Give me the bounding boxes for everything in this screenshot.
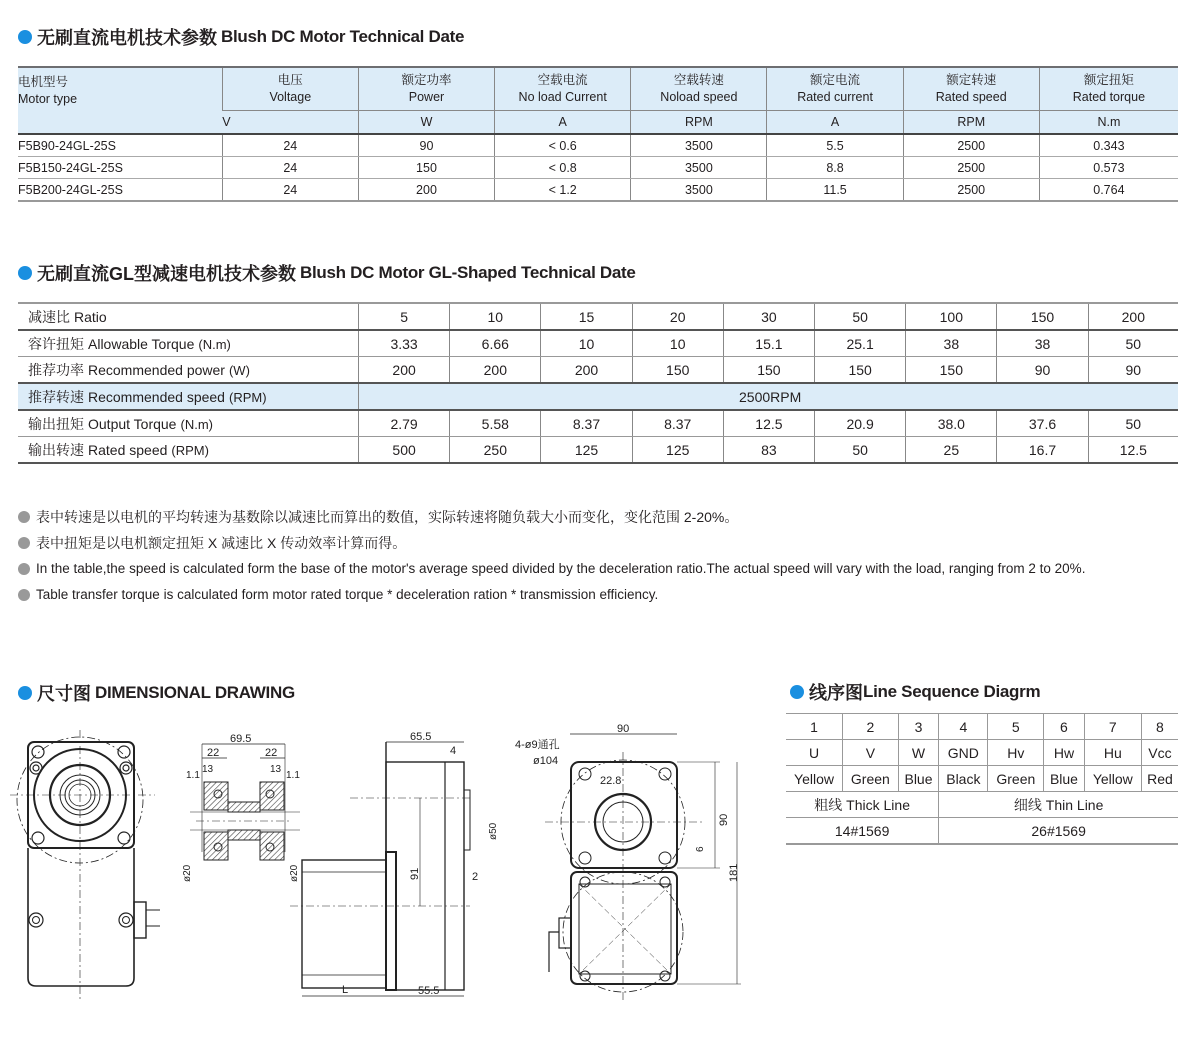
table-row (18, 179, 1178, 202)
table-row (18, 303, 1178, 330)
pin-cell: 3 (898, 714, 939, 740)
signal-cell: GND (939, 740, 988, 766)
value-cell: < 1.2 (495, 179, 631, 202)
signal-cell: Vcc (1141, 740, 1178, 766)
table-row (18, 383, 1178, 410)
value-cell: 200 (1088, 303, 1178, 330)
table-row (786, 740, 1178, 766)
pin-cell: 6 (1044, 714, 1085, 740)
column-header (358, 67, 494, 111)
value-cell: 150 (358, 157, 494, 179)
header-en: No load Current (518, 90, 607, 104)
motor-flange (386, 852, 396, 990)
rear-view-drawing (505, 722, 755, 1007)
value-cell: < 0.6 (495, 134, 631, 157)
dim-left-13: 13 (202, 764, 214, 775)
value-cell: 0.764 (1039, 179, 1178, 202)
value-cell: 3500 (631, 179, 767, 202)
value-cell: 15.1 (723, 330, 814, 357)
value-cell: 3.33 (359, 330, 450, 357)
value-cell: 25 (906, 437, 997, 464)
value-cell: 200 (450, 357, 541, 384)
dim-22-8: 22.8 (600, 775, 622, 787)
table-row (786, 766, 1178, 792)
wire-color-cell: Green (843, 766, 899, 792)
dim-left-22: 22 (207, 747, 220, 759)
dim-2: 2 (472, 871, 479, 883)
bullet-icon (18, 537, 30, 549)
value-cell: 50 (1088, 410, 1178, 437)
unit-cell: W (358, 111, 494, 135)
note-text: Table transfer torque is calculated form motor rated torque * deceleration ration * transmission efficiency. (36, 587, 659, 602)
column-header (222, 67, 358, 111)
value-cell: 2500 (903, 134, 1039, 157)
value-cell: 6.66 (450, 330, 541, 357)
value-cell: 250 (450, 437, 541, 464)
value-cell: 0.573 (1039, 157, 1178, 179)
value-cell: 25.1 (815, 330, 906, 357)
label-unit: (W) (228, 362, 250, 378)
line-sequence-table (786, 713, 1178, 845)
note-item (18, 582, 1085, 608)
table-row (18, 330, 1178, 357)
row-label (18, 303, 359, 330)
pin-cell: 4 (939, 714, 988, 740)
value-cell: 5.58 (450, 410, 541, 437)
value-cell: 20.9 (815, 410, 906, 437)
label-unit: (N.m) (198, 336, 231, 352)
dim-shaft-50: ø50 (488, 822, 499, 840)
bullet-dot-icon (790, 685, 804, 699)
header-en: Power (408, 90, 445, 104)
motor-body-side (302, 860, 386, 988)
bullet-dot-icon (18, 30, 32, 44)
signal-cell: Hu (1084, 740, 1141, 766)
wire-color-cell: Yellow (1084, 766, 1141, 792)
motor-technical-table (18, 66, 1178, 202)
dim-pcd: ø104 (533, 755, 559, 767)
merged-value-cell: 2500RPM (359, 383, 1179, 410)
bullet-icon (18, 511, 30, 523)
value-cell: 8.8 (767, 157, 903, 179)
pin-cell: 8 (1141, 714, 1178, 740)
header-en: Rated current (797, 90, 873, 104)
label-cn: 容许扭矩 (28, 335, 84, 352)
signal-cell: U (786, 740, 843, 766)
header-en: Rated speed (935, 90, 1007, 104)
header-cn: 额定电流 (810, 73, 861, 87)
title-cn: 无刷直流电机技术参数 (37, 28, 217, 48)
dim-right-13: 13 (270, 764, 282, 775)
row-label (18, 330, 359, 357)
thick-line-label: 粗线 Thick Line (786, 792, 939, 818)
bullet-icon (18, 589, 30, 601)
column-header (631, 67, 767, 111)
signal-cell: Hv (988, 740, 1044, 766)
value-cell: 50 (815, 303, 906, 330)
value-cell: 2500 (903, 157, 1039, 179)
header-cn: 额定功率 (401, 73, 452, 87)
value-cell: 83 (723, 437, 814, 464)
front-view-drawing (10, 730, 170, 1000)
title-en: Blush DC Motor GL-Shaped Technical Date (300, 263, 636, 282)
label-en: Allowable Torque (88, 335, 195, 352)
column-header (767, 67, 903, 111)
dim-right-22: 22 (265, 747, 278, 759)
thin-line-spec: 26#1569 (939, 818, 1178, 845)
unit-cell: A (495, 111, 631, 135)
table-row (786, 714, 1178, 740)
gearbox-side (386, 762, 464, 990)
unit-cell: V (222, 111, 358, 135)
value-cell: 8.37 (632, 410, 723, 437)
dim-181: 181 (728, 863, 740, 882)
note-item (18, 530, 1085, 556)
dim-L: L (342, 984, 349, 996)
note-text: 表中转速是以电机的平均转速为基数除以减速比而算出的数值，实际转速将随负载大小而变化，变化范围 2-20%。 (36, 509, 739, 525)
value-cell: 30 (723, 303, 814, 330)
unit-cell: RPM (903, 111, 1039, 135)
value-cell: 500 (359, 437, 450, 464)
dim-65-5: 65.5 (410, 731, 432, 743)
value-cell: 125 (632, 437, 723, 464)
value-cell: 200 (358, 179, 494, 202)
thick-line-spec: 14#1569 (786, 818, 939, 845)
value-cell: 150 (723, 357, 814, 384)
notes-list (18, 504, 1085, 608)
label-en: Recommended speed (88, 388, 225, 405)
label-en: Rated speed (88, 441, 168, 458)
value-cell: 37.6 (997, 410, 1088, 437)
value-cell: 24 (222, 134, 358, 157)
value-cell: 12.5 (723, 410, 814, 437)
wire-color-cell: Green (988, 766, 1044, 792)
label-cn: 推荐转速 (28, 388, 84, 405)
table-row (18, 357, 1178, 384)
table-row (18, 134, 1178, 157)
title-cn: 线序图 (809, 683, 863, 703)
pin-cell: 1 (786, 714, 843, 740)
header-cn: 额定扭矩 (1083, 73, 1134, 87)
row-label (18, 410, 359, 437)
header-cn: 空载电流 (537, 73, 588, 87)
bullet-icon (18, 563, 30, 575)
section-title-dimensional-drawing (18, 680, 295, 706)
label-cn: 输出扭矩 (28, 415, 84, 432)
note-text: In the table,the speed is calculated form the base of the motor's average speed divided by the deceleration ratio.The actual speed will vary with the load, ranging from 2 to 20%. (36, 561, 1086, 576)
note-text: 表中扭矩是以电机额定扭矩 X 减速比 X 传动效率计算而得。 (36, 535, 407, 551)
dim-key-6: 6 (695, 846, 706, 852)
dim-55-5: 55.5 (418, 985, 440, 997)
header-en: Voltage (269, 90, 312, 104)
value-cell: 150 (906, 357, 997, 384)
column-header (18, 67, 222, 134)
value-cell: 24 (222, 179, 358, 202)
header-cn: 电压 (277, 73, 303, 87)
dim-right-1-1: 1.1 (286, 770, 300, 781)
pin-cell: 2 (843, 714, 899, 740)
dim-90-side: 90 (718, 813, 730, 826)
title-en: Blush DC Motor Technical Date (221, 27, 465, 46)
value-cell: 16.7 (997, 437, 1088, 464)
value-cell: 2500 (903, 179, 1039, 202)
dim-91: 91 (409, 867, 421, 880)
pin-cell: 7 (1084, 714, 1141, 740)
motor-model-cell: F5B200-24GL-25S (18, 179, 222, 202)
header-en: Noload speed (660, 90, 738, 104)
title-en: Line Sequence Diagrm (863, 682, 1041, 701)
motor-model-cell: F5B150-24GL-25S (18, 157, 222, 179)
wire-color-cell: Black (939, 766, 988, 792)
value-cell: 100 (906, 303, 997, 330)
gearbox-body (28, 848, 134, 986)
dim-holes: 4-ø9通孔 (515, 739, 560, 751)
label-en: Output Torque (88, 415, 177, 432)
label-unit: (RPM) (228, 389, 267, 405)
table-row (18, 410, 1178, 437)
value-cell: 12.5 (1088, 437, 1178, 464)
dim-4: 4 (450, 745, 457, 757)
value-cell: 38 (997, 330, 1088, 357)
output-shaft (134, 902, 146, 938)
dim-coupling-width: 69.5 (230, 733, 252, 745)
value-cell: 10 (541, 330, 632, 357)
value-cell: 50 (815, 437, 906, 464)
table-row (18, 157, 1178, 179)
value-cell: 38.0 (906, 410, 997, 437)
unit-cell: N.m (1039, 111, 1178, 135)
value-cell: 0.343 (1039, 134, 1178, 157)
signal-cell: V (843, 740, 899, 766)
signal-cell: W (898, 740, 939, 766)
wire-color-cell: Yellow (786, 766, 843, 792)
value-cell: 150 (632, 357, 723, 384)
unit-cell: RPM (631, 111, 767, 135)
motor-model-cell: F5B90-24GL-25S (18, 134, 222, 157)
pin-cell: 5 (988, 714, 1044, 740)
label-unit: (N.m) (180, 416, 213, 432)
value-cell: 90 (997, 357, 1088, 384)
row-label (18, 357, 359, 384)
label-cn: 减速比 (28, 308, 70, 325)
value-cell: 2.79 (359, 410, 450, 437)
column-header (903, 67, 1039, 111)
wire-color-cell: Blue (1044, 766, 1085, 792)
column-header (1039, 67, 1178, 111)
label-unit: (RPM) (171, 442, 209, 458)
header-en: Rated torque (1072, 90, 1146, 104)
value-cell: 10 (450, 303, 541, 330)
value-cell: 125 (541, 437, 632, 464)
title-cn: 尺寸图 (37, 684, 91, 704)
value-cell: 5.5 (767, 134, 903, 157)
dim-bore-left: ø20 (182, 864, 193, 882)
note-item (18, 556, 1085, 582)
value-cell: 90 (358, 134, 494, 157)
thin-line-label: 细线 Thin Line (939, 792, 1178, 818)
value-cell: 200 (541, 357, 632, 384)
row-label (18, 383, 359, 410)
table-row (18, 437, 1178, 464)
value-cell: 3500 (631, 157, 767, 179)
value-cell: 8.37 (541, 410, 632, 437)
value-cell: 38 (906, 330, 997, 357)
coupling-section-drawing (170, 732, 310, 892)
bullet-dot-icon (18, 266, 32, 280)
value-cell: 50 (1088, 330, 1178, 357)
value-cell: 5 (359, 303, 450, 330)
header-cn: 空载转速 (673, 73, 724, 87)
wire-color-cell: Red (1141, 766, 1178, 792)
title-cn: 无刷直流GL型减速电机技术参数 (37, 264, 296, 284)
side-view-drawing (290, 730, 510, 1005)
value-cell: 11.5 (767, 179, 903, 202)
value-cell: 150 (815, 357, 906, 384)
unit-cell: A (767, 111, 903, 135)
gearmotor-technical-table (18, 302, 1178, 464)
label-cn: 输出转速 (28, 441, 84, 458)
header-cn: 额定转速 (946, 73, 997, 87)
value-cell: 20 (632, 303, 723, 330)
label-cn: 推荐功率 (28, 361, 84, 378)
title-en: DIMENSIONAL DRAWING (95, 683, 295, 702)
label-en: Recommended power (88, 361, 225, 378)
note-item (18, 504, 1085, 530)
column-header (495, 67, 631, 111)
value-cell: 3500 (631, 134, 767, 157)
label-en: Ratio (74, 308, 107, 325)
value-cell: < 0.8 (495, 157, 631, 179)
value-cell: 200 (359, 357, 450, 384)
signal-cell: Hw (1044, 740, 1085, 766)
value-cell: 90 (1088, 357, 1178, 384)
gearbox-rear (571, 872, 677, 984)
section-title-line-sequence (790, 679, 1040, 705)
header-en: Motor type (18, 92, 78, 106)
value-cell: 24 (222, 157, 358, 179)
value-cell: 10 (632, 330, 723, 357)
dim-90-top: 90 (617, 723, 630, 735)
section-title-motor-technical (18, 24, 464, 50)
dim-bore-right: ø20 (289, 864, 300, 882)
section-title-gearmotor-technical (18, 260, 636, 286)
wire-color-cell: Blue (898, 766, 939, 792)
dim-left-1-1: 1.1 (186, 770, 200, 781)
header-cn: 电机型号 (18, 75, 69, 89)
row-label (18, 437, 359, 464)
bullet-dot-icon (18, 686, 32, 700)
value-cell: 150 (997, 303, 1088, 330)
value-cell: 15 (541, 303, 632, 330)
